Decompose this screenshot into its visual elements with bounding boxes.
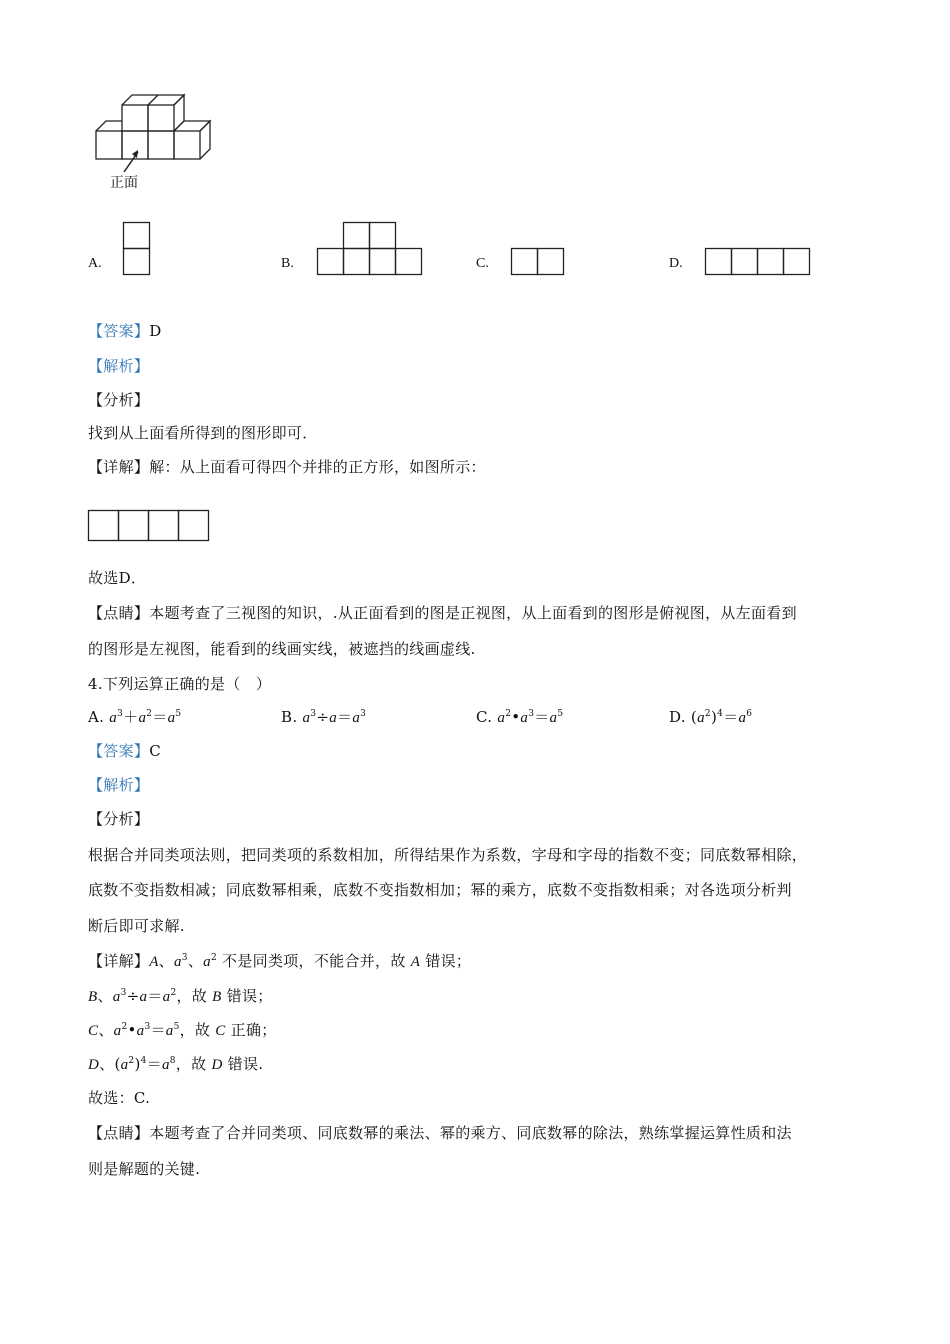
q4-detail-b: B、$a^3\div a=a^2$，故 B 错误；: [88, 987, 273, 1005]
comment-text: 本题考查了三视图的知识，.从正面看到的图是正视图，从上面看到的图形是俯视图，从左面看到: [149, 604, 797, 622]
q3-fenxi: 找到从上面看所得到的图形即可．: [88, 424, 318, 442]
answer-tag: 【答案】: [88, 742, 150, 760]
detail-tag: 【详解】: [88, 952, 150, 970]
q4-detail-c: C、$a^2•a^3=a^5$，故 C 正确；: [88, 1021, 277, 1039]
q3-analysis-tag: 【解析】: [88, 357, 150, 375]
q4-fenxi-3: 断后即可求解.: [88, 917, 185, 935]
q4-fenxi-1: 根据合并同类项法则，把同类项的系数相加，所得结果作为系数，字母和字母的指数不变；同底数幂相除，: [88, 846, 808, 864]
option-c-label: C.: [476, 256, 489, 271]
q4-detail-d: D、$(a^2)^4=a^8$，故 D 错误.: [88, 1055, 264, 1073]
comment-text: 本题考查了合并同类项、同底数幂的乘法、幂的乘方、同底数幂的除法，熟练掌握运算性质和法: [149, 1124, 792, 1142]
q3-conclusion: 故选D．: [88, 569, 147, 587]
q3-answer: [88, 321, 162, 341]
option-d-figure: [705, 248, 815, 276]
q4-answer: [88, 741, 161, 761]
answer-value: C: [149, 742, 161, 760]
option-c-figure: [511, 248, 567, 276]
q4-conclusion: 故选：C.: [88, 1089, 151, 1107]
q4-comment-2: 则是解题的关键.: [88, 1160, 201, 1178]
q3-comment-1: [88, 603, 797, 623]
q4-option-a: A. $a^3+a^2=a^5$: [88, 708, 182, 726]
option-a-label: A.: [88, 256, 102, 271]
comment-tag: 【点睛】: [88, 1124, 150, 1142]
q4-option-d: D. $(a^2)^4=a^6$: [669, 708, 753, 726]
detail-tag: 【详解】: [88, 458, 150, 476]
q4-fenxi-2: 底数不变指数相减；同底数幂相乘，底数不变指数相加；幂的乘方，底数不变指数相乘；对各选项分析判: [88, 881, 792, 899]
q3-detail: [88, 457, 486, 477]
option-d-label: D.: [669, 256, 683, 271]
q4-analysis-tag: 【解析】: [88, 776, 150, 794]
q4-stem: 4.下列运算正确的是（ ）: [88, 675, 272, 693]
q4-option-c: C. $a^2•a^3=a^5$: [476, 708, 564, 726]
q3-comment-2: 的图形是左视图，能看到的线画实线，被遮挡的线画虚线.: [88, 640, 476, 658]
option-b-figure: [317, 222, 425, 276]
option-a-figure: [123, 222, 151, 276]
q4-comment-1: [88, 1123, 792, 1143]
q3-fenxi-tag: 【分析】: [88, 391, 150, 409]
q4-option-b: B. $a^3\div a=a^3$: [281, 708, 367, 726]
comment-tag: 【点睛】: [88, 604, 150, 622]
q3-answer-figure: [88, 510, 210, 542]
q4-detail-a: 【详解】A、$a^3$、$a^2$ 不是同类项，不能合并，故 A 错误；: [88, 952, 472, 970]
option-b-label: B.: [281, 256, 294, 271]
answer-tag: 【答案】: [88, 322, 150, 340]
answer-value: D: [149, 322, 162, 340]
q4-fenxi-tag: 【分析】: [88, 810, 150, 828]
front-label: 正面: [110, 175, 138, 191]
detail-text: 解：从上面看可得四个并排的正方形，如图所示：: [149, 458, 486, 476]
